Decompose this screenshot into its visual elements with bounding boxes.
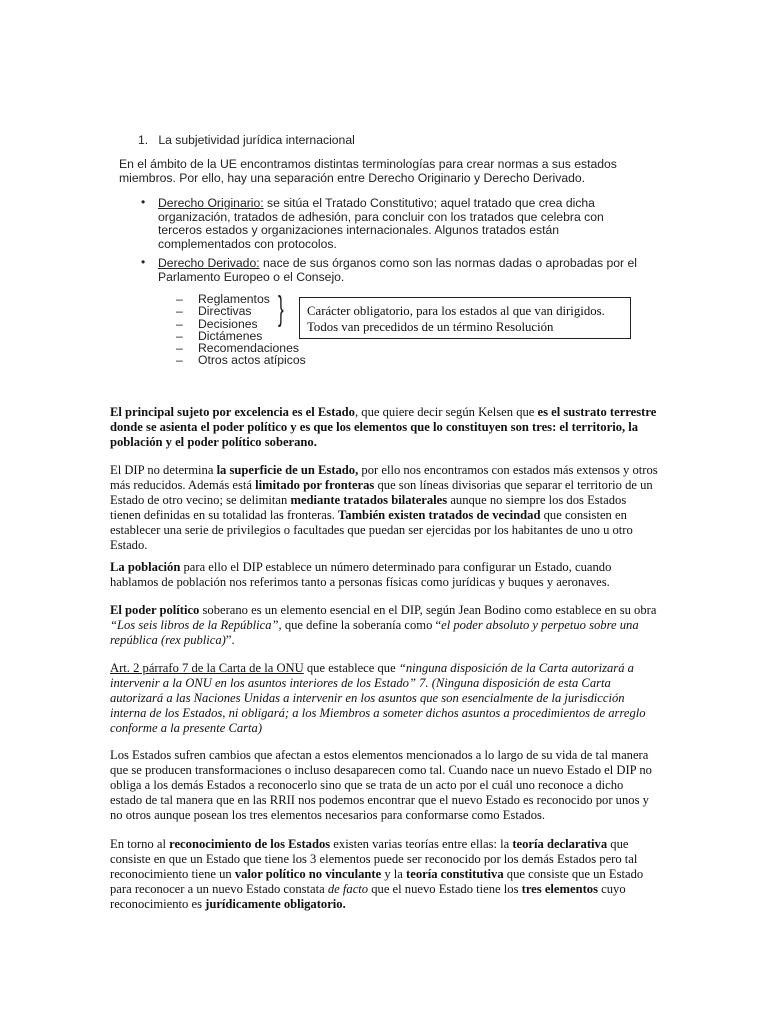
- dash-marker: –: [176, 316, 183, 331]
- bold-span: limitado por fronteras: [255, 478, 375, 492]
- paragraph-poblacion: [110, 560, 658, 590]
- bullet-label: Derecho Originario:: [158, 196, 264, 210]
- note-line: Carácter obligatorio, para los estados al que van dirigidos.: [307, 304, 605, 318]
- bullet-text: nace de sus órganos como son las normas dadas o aprobadas por el Parlamento Europeo o el Consejo.: [158, 256, 637, 284]
- italic-span: el poder absoluto y perpetuo sobre una república (rex publica): [110, 618, 639, 647]
- text-span: ”.: [225, 633, 235, 647]
- text-span: que consiste que un Estado para reconocer a un nuevo Estado constata: [110, 867, 644, 896]
- obligatory-note-box: [299, 297, 631, 339]
- list-item-label: Dictámenes: [198, 328, 263, 343]
- bullet-marker: •: [141, 255, 146, 269]
- paragraph-territorio: [110, 463, 658, 553]
- bold-span: reconocimiento de los Estados: [169, 837, 331, 851]
- bold-span: teoría declarativa: [512, 837, 608, 851]
- list-item-label: Reglamentos: [198, 292, 270, 306]
- text-span: existen varias teorías entre ellas: la: [330, 837, 513, 851]
- text-span: , que define la soberanía como “: [278, 618, 442, 632]
- text-span: que consisten en establecer una serie de privilegios o facultades que puedan ser ejercidas por los habitantes de uno u otro Estado.: [110, 508, 633, 552]
- text-span: para ello el DIP establece un número determinado para configurar un Estado, cuando hablamos de población nos referimos tanto a personas físicas como jurídicas y buques y aeronaves.: [110, 560, 612, 589]
- list-item-label: Decisiones: [198, 316, 258, 331]
- bold-span: mediante tratados bilaterales: [290, 493, 448, 507]
- italic-span: de facto: [327, 882, 369, 896]
- text-span: que el nuevo Estado tiene los: [368, 882, 522, 896]
- list-item: [176, 354, 306, 366]
- dash-marker: –: [176, 353, 183, 368]
- bold-span: También existen tratados de vecindad: [338, 508, 541, 522]
- intro-paragraph: En el ámbito de la UE encontramos distintas terminologías para crear normas a sus estados miembros. Por ello, hay una separación entre Derecho Originario y Derecho Derivado.: [119, 157, 617, 185]
- paragraph-carta-onu: [110, 661, 658, 736]
- text-span: aunque no siempre los dos Estados tienen definidas en su totalidad las fronteras.: [110, 493, 627, 522]
- text-span: cuyo reconocimiento es: [110, 882, 626, 911]
- underlined-span: Art. 2 párrafo 7 de la Carta de la ONU: [110, 661, 304, 675]
- bold-span: El poder político: [110, 603, 200, 617]
- bullet-text: se sitúa el Tratado Constitutivo; aquel tratado que crea dicha organización, tratados de adhesión, para concluir con los tratados que celebra con terceros estados y organizaciones internacionales. Algunos tratados están complementados con protocolos.: [158, 196, 604, 251]
- bullet-label: Derecho Derivado:: [158, 256, 260, 270]
- text-span: El DIP no determina: [110, 463, 217, 477]
- note-line: Todos van precedidos de un término Resolución: [307, 319, 554, 334]
- text-span: que son líneas divisorias que separar el territorio de un Estado de otro vecino; se delimitan: [110, 478, 653, 507]
- text-span: y la: [381, 867, 407, 881]
- acts-list: [176, 290, 306, 368]
- bullet-marker: •: [141, 195, 146, 209]
- bold-span: jurídicamente obligatorio.: [205, 897, 346, 911]
- heading-number: 1.: [138, 133, 149, 147]
- bold-span: teoría constitutiva: [406, 867, 504, 881]
- dash-marker: –: [176, 341, 183, 356]
- dash-marker: –: [176, 292, 183, 306]
- dash-marker: –: [176, 328, 183, 343]
- paragraph-poder-politico: [110, 603, 658, 648]
- curly-brace: }: [278, 290, 284, 328]
- bullet-derecho-originario: [158, 197, 648, 251]
- heading-text: La subjetividad jurídica internacional: [158, 133, 355, 147]
- bold-span: El principal sujeto por excelencia es el Estado: [110, 405, 355, 419]
- list-item: [176, 305, 306, 317]
- dash-marker: –: [176, 304, 183, 319]
- paragraph-reconocimiento: [110, 837, 658, 912]
- italic-span: “ninguna disposición de la Carta autorizará a intervenir a la ONU en los asuntos interiores de los Estado” 7. (Ninguna disposición de esta Carta autorizará a las Naciones Unidas a intervenir en los asuntos que son esencialmente de la jurisdicción interna de los Estados, ni obligará; a los Miembros a someter dichos asuntos a procedimientos de arreglo conforme a la presente Carta): [110, 661, 646, 735]
- text-span: , que quiere decir según Kelsen que: [354, 405, 538, 419]
- list-item-label: Otros actos atípicos: [198, 353, 306, 368]
- bold-span: es el sustrato terrestre donde se asienta el poder político y es que los elementos que lo constituyen son tres: el territorio, la población y el poder político soberano.: [110, 405, 657, 449]
- italic-span: “Los seis libros de la República”: [110, 618, 279, 632]
- bold-span: tres elementos: [521, 882, 598, 896]
- bold-span: valor político no vinculante: [234, 867, 382, 881]
- text-span: por ello nos encontramos con estados más extensos y otros más reducidos. Además está: [110, 463, 658, 492]
- text-span: En torno al: [110, 837, 170, 851]
- bold-span: La población: [110, 560, 181, 574]
- list-item-label: Recomendaciones: [198, 341, 299, 356]
- list-item-label: Directivas: [198, 304, 252, 319]
- text-span: soberano es un elemento esencial en el DIP, según Jean Bodino como establece en su obra: [199, 603, 657, 617]
- paragraph-cambios: Los Estados sufren cambios que afectan a estos elementos mencionados a lo largo de su vida de tal manera que se producen transformaciones o incluso desaparecen como tal. Cuando nace un nuevo Estado el DIP no obliga a los demás Estados a reconocerlo sino que se trata de un acto por el cuál uno reconoce a dicho estado de tal manera que en las RRII nos podemos encontrar que el nuevo Estado es reconocido por unos y no otros aunque posean los tres elementos necesarios para conformarse como Estados.: [110, 748, 652, 822]
- text-span: que establece que: [303, 661, 399, 675]
- paragraph-estado: [110, 405, 658, 450]
- section-heading: [138, 134, 355, 148]
- bold-span: la superficie de un Estado,: [216, 463, 359, 477]
- bullet-derecho-derivado: [158, 257, 648, 284]
- text-span: que consiste en que un Estado que tiene los 3 elementos puede ser reconocido por los demás Estados pero tal reconocimiento tiene un: [110, 837, 638, 881]
